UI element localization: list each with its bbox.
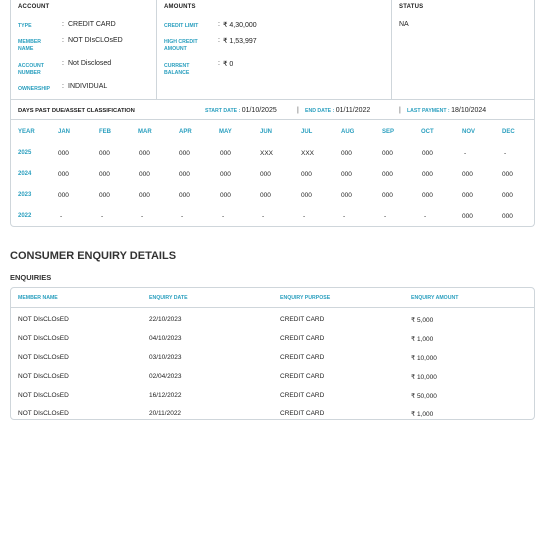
enquiry-member: NOT DIsCLOsED	[18, 373, 69, 380]
dpd-col-header: SEP	[382, 129, 395, 135]
high-credit-value: ₹ 1,53,997	[223, 38, 257, 45]
dpd-row	[11, 143, 534, 163]
enquiry-row	[11, 348, 534, 367]
account-number-value: Not Disclosed	[68, 60, 112, 67]
enquiry-amount: ₹ 50,000	[411, 393, 437, 400]
dpd-cell: 000	[58, 192, 69, 199]
current-balance-value: ₹ 0	[223, 61, 234, 68]
dpd-cell: 000	[382, 150, 393, 157]
dpd-title: DAYS PAST DUE/ASSET CLASSIFICATION	[18, 108, 135, 114]
enquiry-row	[11, 367, 534, 386]
dpd-cell: 000	[58, 171, 69, 178]
dpd-col-header: JUN	[260, 129, 273, 135]
dpd-cell: 000	[99, 171, 110, 178]
dpd-cell: -	[343, 213, 346, 220]
credit-limit-colon: :	[218, 21, 220, 28]
current-balance-colon: :	[218, 60, 220, 67]
dpd-last-payment-value: 18/10/2024	[451, 107, 487, 114]
enquiry-date: 02/04/2023	[149, 373, 182, 380]
dpd-cell: -	[424, 213, 427, 220]
enquiry-date: 22/10/2023	[149, 316, 182, 323]
consumer-enquiry-title: CONSUMER ENQUIRY DETAILS	[10, 250, 177, 262]
ownership-value: INDIVIDUAL	[68, 83, 108, 90]
dpd-cell: 000	[260, 192, 271, 199]
type-value: CREDIT CARD	[68, 21, 116, 28]
dpd-col-header: JUL	[301, 129, 313, 135]
dpd-cell: 000	[462, 192, 473, 199]
dpd-year: 2023	[18, 192, 32, 198]
dpd-year: 2022	[18, 213, 32, 219]
amounts-column	[157, 0, 392, 99]
dpd-cell: 000	[220, 150, 231, 157]
enquiry-purpose: CREDIT CARD	[280, 392, 325, 399]
dpd-col-header: NOV	[462, 129, 476, 135]
amounts-header: AMOUNTS	[164, 4, 196, 10]
dpd-end-date	[305, 107, 370, 114]
dpd-cell: 000	[301, 192, 312, 199]
dpd-cell: 000	[341, 192, 352, 199]
dpd-cell: 000	[99, 150, 110, 157]
dpd-end-label: END DATE :	[305, 108, 335, 114]
dpd-cell: 000	[301, 171, 312, 178]
enquiry-date: 16/12/2022	[149, 392, 182, 399]
enquiries-subtitle: ENQUIRIES	[10, 273, 52, 282]
dpd-col-header: FEB	[99, 129, 111, 135]
dpd-cell: 000	[139, 171, 150, 178]
dpd-year: 2024	[18, 171, 32, 177]
enquiry-amount: ₹ 1,000	[411, 336, 434, 343]
dpd-header-bar	[11, 100, 534, 120]
dpd-col-header: APR	[179, 129, 192, 135]
enquiry-date: 20/11/2022	[149, 410, 182, 417]
dpd-cell: XXX	[301, 150, 315, 157]
dpd-cell: 000	[99, 192, 110, 199]
dpd-cell: 000	[179, 150, 190, 157]
dpd-cell: 000	[422, 150, 433, 157]
account-number-colon: :	[62, 60, 64, 67]
dpd-grid-header	[11, 122, 534, 142]
dpd-cell: 000	[422, 171, 433, 178]
dpd-cell: 000	[139, 150, 150, 157]
account-header: ACCOUNT	[18, 4, 50, 10]
enquiry-member: NOT DIsCLOsED	[18, 316, 69, 323]
dpd-cell: 000	[382, 192, 393, 199]
member-label: MEMBER NAME	[18, 39, 42, 52]
dpd-start-date	[205, 107, 277, 114]
enquiry-row	[11, 404, 534, 423]
dpd-cell: -	[222, 213, 225, 220]
pipe-separator: |	[297, 107, 299, 114]
dpd-cell: 000	[462, 213, 473, 220]
dpd-last-payment	[407, 107, 486, 114]
account-number-label: ACCOUNT NUMBER	[18, 63, 44, 76]
dpd-cell: 000	[179, 171, 190, 178]
dpd-cell: 000	[502, 192, 513, 199]
dpd-col-header: MAY	[219, 129, 232, 135]
enquiry-col-header: MEMBER NAME	[18, 295, 58, 301]
enquiry-member: NOT DIsCLOsED	[18, 354, 69, 361]
account-column	[11, 0, 157, 99]
dpd-cell: 000	[502, 213, 513, 220]
dpd-col-header: MAR	[138, 129, 152, 135]
dpd-col-header: DEC	[502, 129, 515, 135]
enquiry-amount: ₹ 10,000	[411, 355, 437, 362]
enquiry-table-header	[11, 288, 534, 308]
current-balance-label: CURRENT BALANCE	[164, 63, 190, 76]
dpd-cell: -	[464, 150, 467, 157]
dpd-col-header: JAN	[58, 129, 71, 135]
dpd-cell: 000	[462, 171, 473, 178]
ownership-label: OWNERSHIP	[18, 86, 50, 92]
high-credit-colon: :	[218, 37, 220, 44]
dpd-cell: 000	[341, 150, 352, 157]
enquiry-date: 03/10/2023	[149, 354, 182, 361]
dpd-cell: XXX	[260, 150, 274, 157]
dpd-row	[11, 164, 534, 184]
enquiry-purpose: CREDIT CARD	[280, 373, 325, 380]
dpd-cell: -	[303, 213, 306, 220]
dpd-cell: -	[60, 213, 63, 220]
dpd-col-header: AUG	[341, 129, 355, 135]
enquiry-row	[11, 310, 534, 329]
dpd-cell: -	[141, 213, 144, 220]
credit-limit-label: CREDIT LIMIT	[164, 23, 199, 29]
dpd-cell: 000	[220, 192, 231, 199]
dpd-cell: 000	[382, 171, 393, 178]
dpd-cell: 000	[220, 171, 231, 178]
status-header: STATUS	[399, 4, 424, 10]
status-value: NA	[399, 21, 409, 28]
dpd-row	[11, 185, 534, 205]
dpd-cell: 000	[502, 171, 513, 178]
dpd-col-header: OCT	[421, 129, 434, 135]
enquiry-purpose: CREDIT CARD	[280, 316, 325, 323]
enquiry-member: NOT DIsCLOsED	[18, 335, 69, 342]
enquiry-col-header: ENQUIRY AMOUNT	[411, 295, 459, 301]
enquiry-date: 04/10/2023	[149, 335, 182, 342]
enquiry-purpose: CREDIT CARD	[280, 335, 325, 342]
dpd-cell: -	[384, 213, 387, 220]
high-credit-label: HIGH CREDIT AMOUNT	[164, 39, 198, 52]
dpd-last-payment-label: LAST PAYMENT :	[407, 108, 450, 114]
dpd-year: 2025	[18, 150, 32, 156]
dpd-cell: 000	[179, 192, 190, 199]
dpd-start-label: START DATE :	[205, 108, 241, 114]
dpd-cell: 000	[341, 171, 352, 178]
enquiry-purpose: CREDIT CARD	[280, 354, 325, 361]
enquiry-member: NOT DIsCLOsED	[18, 410, 69, 417]
status-column	[392, 0, 534, 99]
pipe-separator: |	[399, 107, 401, 114]
account-card	[10, 0, 535, 227]
dpd-row	[11, 206, 534, 226]
enquiry-member: NOT DIsCLOsED	[18, 392, 69, 399]
dpd-cell: -	[262, 213, 265, 220]
enquiry-col-header: ENQUIRY PURPOSE	[280, 295, 331, 301]
dpd-cell: -	[181, 213, 184, 220]
dpd-cell: 000	[422, 192, 433, 199]
type-label: TYPE	[18, 23, 32, 29]
enquiry-col-header: ENQUIRY DATE	[149, 295, 188, 301]
dpd-cell: 000	[139, 192, 150, 199]
dpd-cell: 000	[58, 150, 69, 157]
enquiry-amount: ₹ 1,000	[411, 411, 434, 418]
dpd-cell: -	[504, 150, 507, 157]
member-value: NOT DIsCLOsED	[68, 37, 123, 44]
enquiry-table	[10, 287, 535, 420]
enquiry-amount: ₹ 10,000	[411, 374, 437, 381]
dpd-col-header: YEAR	[18, 129, 35, 135]
enquiry-amount: ₹ 5,000	[411, 317, 434, 324]
dpd-start-value: 01/10/2025	[241, 107, 277, 114]
enquiry-purpose: CREDIT CARD	[280, 410, 325, 417]
credit-limit-value: ₹ 4,30,000	[223, 22, 257, 29]
type-colon: :	[62, 21, 64, 28]
ownership-colon: :	[62, 83, 64, 90]
dpd-end-value: 01/11/2022	[335, 107, 371, 114]
enquiry-row	[11, 329, 534, 348]
dpd-cell: 000	[260, 171, 271, 178]
enquiry-row	[11, 386, 534, 405]
member-colon: :	[62, 37, 64, 44]
dpd-cell: -	[101, 213, 104, 220]
